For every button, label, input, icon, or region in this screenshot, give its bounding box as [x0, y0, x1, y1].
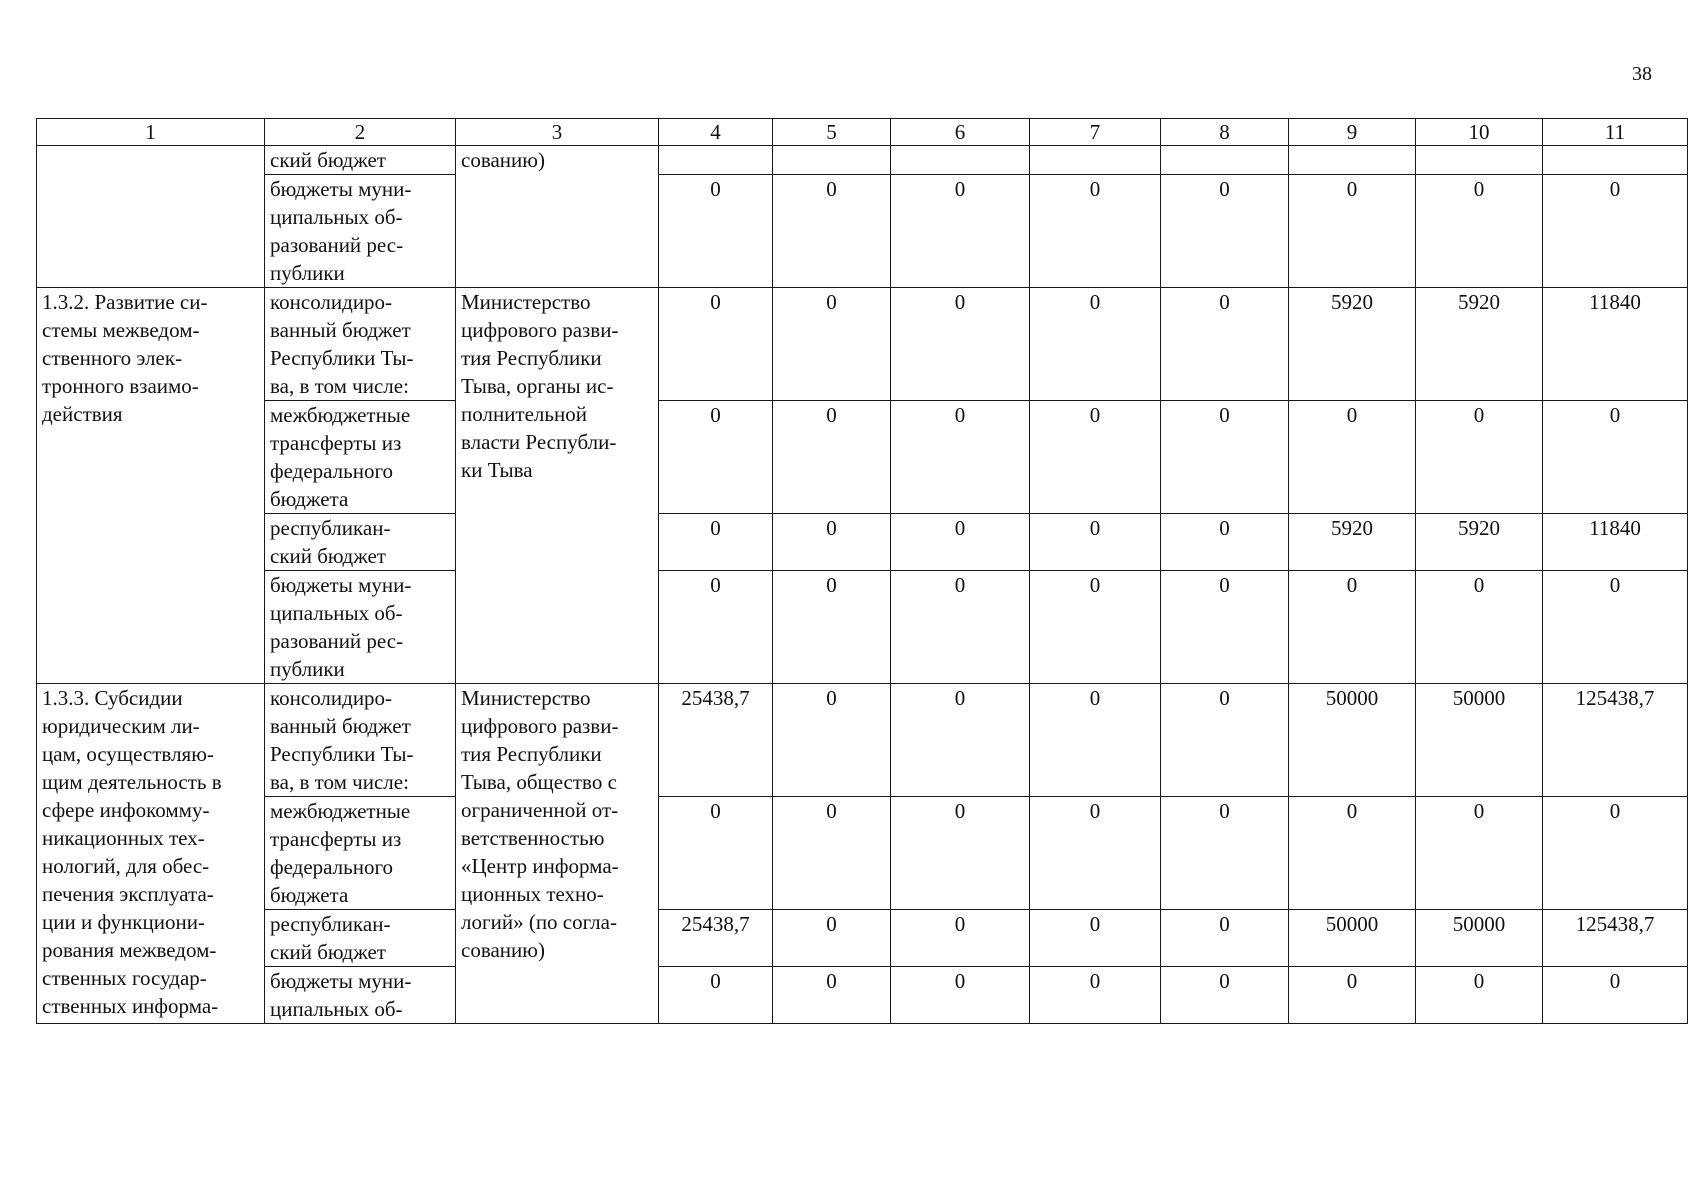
funding-source-cell: консолидиро- ванный бюджет Республики Ты- ва, в том числе: [265, 684, 456, 797]
funding-source-cell: бюджеты муни- ципальных об- разований рес- публики [265, 175, 456, 288]
value-cell: 0 [1161, 401, 1289, 514]
funding-source-cell: консолидиро- ванный бюджет Республики Ты- ва, в том числе: [265, 288, 456, 401]
value-cell [1161, 146, 1289, 175]
executor-cell: Министерство цифрового разви- тия Республики Тыва, общество с ограниченной от- ветственностью «Центр информа- ционных техно- логий» (по согла- сованию) [456, 684, 659, 1024]
item-name-cell: 1.3.2. Развитие си- стемы межведом- ственного элек- тронного взаимо- действия [37, 288, 265, 684]
value-cell: 0 [1289, 797, 1416, 910]
value-cell: 0 [1161, 967, 1289, 1024]
page-number: 38 [1632, 63, 1652, 85]
value-cell: 0 [1030, 175, 1161, 288]
value-cell: 0 [1416, 401, 1543, 514]
header-cell: 8 [1161, 119, 1289, 146]
value-cell: 11840 [1543, 514, 1688, 571]
item-name-cell [37, 146, 265, 288]
value-cell [659, 146, 773, 175]
header-cell: 6 [891, 119, 1030, 146]
value-cell: 0 [1030, 288, 1161, 401]
value-cell: 0 [773, 401, 891, 514]
value-cell: 0 [1161, 288, 1289, 401]
value-cell [1289, 146, 1416, 175]
header-cell: 1 [37, 119, 265, 146]
value-cell [891, 146, 1030, 175]
value-cell: 0 [1416, 571, 1543, 684]
value-cell: 50000 [1289, 684, 1416, 797]
value-cell: 0 [891, 401, 1030, 514]
value-cell: 0 [1543, 967, 1688, 1024]
value-cell: 0 [773, 967, 891, 1024]
value-cell: 0 [1289, 401, 1416, 514]
value-cell: 25438,7 [659, 684, 773, 797]
value-cell: 0 [891, 797, 1030, 910]
header-cell: 10 [1416, 119, 1543, 146]
value-cell: 50000 [1416, 684, 1543, 797]
value-cell: 5920 [1416, 514, 1543, 571]
value-cell [1030, 146, 1161, 175]
value-cell: 0 [773, 514, 891, 571]
value-cell: 0 [1030, 401, 1161, 514]
value-cell: 0 [1289, 571, 1416, 684]
value-cell: 0 [1543, 571, 1688, 684]
value-cell: 0 [1416, 175, 1543, 288]
value-cell: 0 [659, 401, 773, 514]
value-cell: 0 [891, 288, 1030, 401]
value-cell: 0 [891, 514, 1030, 571]
value-cell: 0 [659, 288, 773, 401]
value-cell: 0 [1289, 175, 1416, 288]
header-row [37, 119, 1688, 146]
table-row [37, 175, 1688, 288]
value-cell: 0 [891, 684, 1030, 797]
value-cell: 0 [1161, 571, 1289, 684]
funding-source-cell: бюджеты муни- ципальных об- разований рес- публики [265, 571, 456, 684]
value-cell: 0 [891, 967, 1030, 1024]
executor-cell: Министерство цифрового разви- тия Республики Тыва, органы ис- полнительной власти Республи- ки Тыва [456, 288, 659, 684]
value-cell: 0 [773, 288, 891, 401]
value-cell: 0 [659, 797, 773, 910]
value-cell: 0 [891, 571, 1030, 684]
table-row [37, 797, 1688, 910]
value-cell: 125438,7 [1543, 684, 1688, 797]
table-row [37, 146, 1688, 175]
value-cell: 0 [1030, 684, 1161, 797]
table-row [37, 571, 1688, 684]
value-cell: 0 [891, 175, 1030, 288]
funding-source-cell: бюджеты муни- ципальных об- [265, 967, 456, 1024]
value-cell: 50000 [1289, 910, 1416, 967]
executor-cell: сованию) [456, 146, 659, 288]
funding-source-cell: республикан- ский бюджет [265, 910, 456, 967]
value-cell: 0 [1161, 175, 1289, 288]
header-cell: 9 [1289, 119, 1416, 146]
value-cell: 0 [1161, 514, 1289, 571]
value-cell: 5920 [1416, 288, 1543, 401]
value-cell [1416, 146, 1543, 175]
value-cell: 0 [773, 910, 891, 967]
value-cell: 25438,7 [659, 910, 773, 967]
value-cell: 5920 [1289, 514, 1416, 571]
value-cell: 0 [1030, 514, 1161, 571]
header-cell: 5 [773, 119, 891, 146]
header-cell: 11 [1543, 119, 1688, 146]
funding-source-cell: межбюджетные трансферты из федерального бюджета [265, 797, 456, 910]
value-cell: 0 [773, 175, 891, 288]
value-cell: 5920 [1289, 288, 1416, 401]
funding-source-cell: ский бюджет [265, 146, 456, 175]
value-cell: 11840 [1543, 288, 1688, 401]
value-cell: 0 [891, 910, 1030, 967]
value-cell: 0 [773, 684, 891, 797]
value-cell: 0 [659, 967, 773, 1024]
value-cell: 0 [659, 514, 773, 571]
value-cell: 0 [1030, 910, 1161, 967]
value-cell [1543, 146, 1688, 175]
value-cell: 0 [1416, 967, 1543, 1024]
value-cell: 0 [773, 571, 891, 684]
value-cell: 0 [659, 571, 773, 684]
value-cell: 0 [1543, 797, 1688, 910]
header-cell: 3 [456, 119, 659, 146]
table-row [37, 514, 1688, 571]
header-cell: 4 [659, 119, 773, 146]
header-cell: 7 [1030, 119, 1161, 146]
table-row [37, 910, 1688, 967]
table-row [37, 288, 1688, 401]
budget-table [36, 118, 1688, 1024]
value-cell: 0 [1161, 910, 1289, 967]
table-row [37, 967, 1688, 1024]
header-cell: 2 [265, 119, 456, 146]
value-cell: 0 [1030, 571, 1161, 684]
value-cell: 0 [1030, 797, 1161, 910]
value-cell: 125438,7 [1543, 910, 1688, 967]
value-cell: 50000 [1416, 910, 1543, 967]
value-cell: 0 [1416, 797, 1543, 910]
value-cell: 0 [1161, 797, 1289, 910]
value-cell: 0 [1161, 684, 1289, 797]
funding-source-cell: межбюджетные трансферты из федерального бюджета [265, 401, 456, 514]
table-row [37, 401, 1688, 514]
funding-source-cell: республикан- ский бюджет [265, 514, 456, 571]
value-cell: 0 [773, 797, 891, 910]
item-name-cell: 1.3.3. Субсидии юридическим ли- цам, осуществляю- щим деятельность в сфере инфокомму- никационных тех- нологий, для обес- печения эксплуата- ции и функциони- рования межведом- ственных государ- ственных информа- [37, 684, 265, 1024]
value-cell: 0 [1543, 175, 1688, 288]
value-cell: 0 [1543, 401, 1688, 514]
value-cell [773, 146, 891, 175]
value-cell: 0 [1030, 967, 1161, 1024]
value-cell: 0 [1289, 967, 1416, 1024]
table-row [37, 684, 1688, 797]
value-cell: 0 [659, 175, 773, 288]
